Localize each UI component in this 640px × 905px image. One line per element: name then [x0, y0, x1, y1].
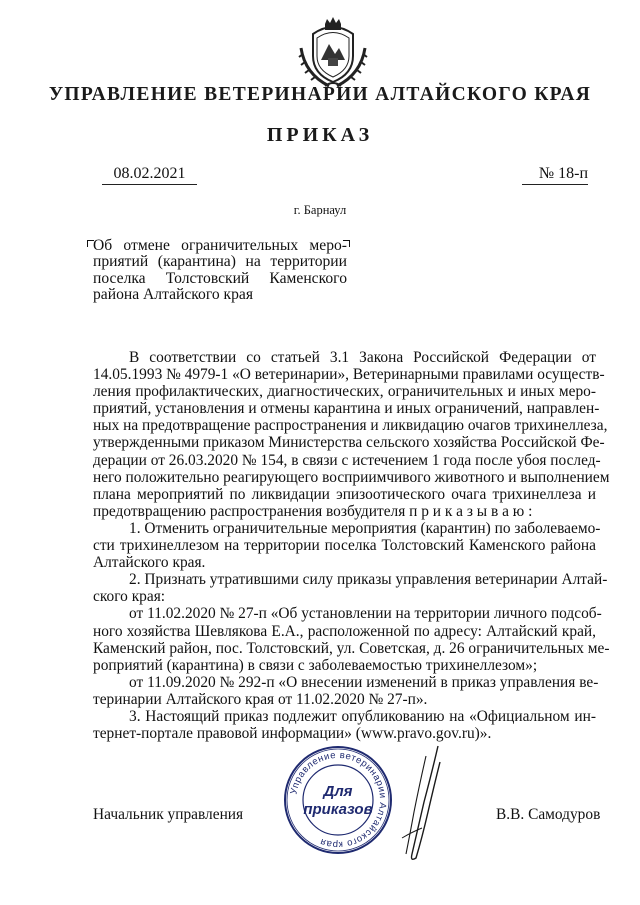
- official-stamp: [282, 744, 394, 856]
- subject-line: поселка Толстовский Каменского: [93, 269, 347, 287]
- text-line: ского края:: [93, 588, 166, 606]
- text-line: утвержденными приказом Министерства сельского хозяйства Российской Фе-: [93, 434, 605, 452]
- coat-of-arms-emblem: [295, 14, 371, 90]
- text-line: Каменский район, пос. Толстовский, ул. Советская, д. 26 ограничительных ме-: [93, 639, 610, 657]
- text-line: 3. Настоящий приказ подлежит опубликованию на «Официальном ин-: [129, 707, 596, 725]
- subject-line: Об отмене ограничительных меро-: [93, 237, 347, 254]
- subject-line: приятий (карантина) на территории: [93, 253, 347, 271]
- text-line: от 11.09.2020 № 292-п «О внесении изменений в приказ управления ве-: [129, 673, 599, 691]
- document-number: № 18-п: [522, 165, 588, 185]
- stamp-ring-text: Управление ветеринарии Алтайского края: [288, 749, 389, 851]
- document-subject: [93, 238, 347, 304]
- organization-name: УПРАВЛЕНИЕ ВЕТЕРИНАРИИ АЛТАЙСКОГО КРАЯ: [48, 84, 592, 105]
- item-2a-paragraph: [93, 605, 610, 674]
- document-body: [93, 349, 610, 743]
- text-line: ного хозяйства Шевлякова Е.А., расположенной по адресу: Алтайский край,: [93, 622, 596, 640]
- text-line: ных на предотвращение распространения и ликвидацию очагов трихинеллеза,: [93, 417, 608, 435]
- subject-line: района Алтайского края: [93, 286, 254, 304]
- item-2-paragraph: [93, 571, 608, 606]
- text-line: теринарии Алтайского края от 11.02.2020 № 27-п».: [93, 690, 428, 708]
- item-2b-paragraph: [93, 673, 599, 708]
- stamp-center-line-2: приказов: [303, 801, 373, 818]
- signatory-position: Начальник управления: [93, 806, 244, 823]
- text-line: сти трихинеллезом на территории поселка Толстовский Каменского района: [93, 537, 596, 555]
- handwritten-signature: [392, 742, 452, 872]
- text-line: тернет-портале правовой информации» (www.pravo.gov.ru)».: [93, 725, 492, 743]
- text-line: него положительно реагирующего восприимчивого животного и выполнением: [93, 468, 610, 486]
- text-line: ления профилактических, диагностических, ограничительных и иных меро-: [93, 383, 596, 401]
- text-line: дерации от 26.03.2020 № 154, в связи с истечением 1 года после убоя послед-: [93, 451, 601, 469]
- item-3-paragraph: [93, 708, 596, 742]
- text-line: 2. Признать утратившими силу приказы управления ветеринарии Алтай-: [129, 571, 608, 589]
- preamble-paragraph: [93, 349, 610, 520]
- text-line: плана мероприятий по ликвидации эпизоотического очага трихинеллеза и: [93, 485, 596, 503]
- text-line: предотвращению распространения возбудителя п р и к а з ы в а ю :: [93, 502, 533, 520]
- text-line: от 11.02.2020 № 27-п «Об установлении на территории личного подсоб-: [129, 605, 602, 623]
- document-type-title: ПРИКАЗ: [266, 124, 374, 146]
- signatory-name: В.В. Самодуров: [496, 806, 601, 823]
- text-line: В соответствии со статьей 3.1 Закона Российской Федерации от: [129, 349, 596, 366]
- text-line: роприятий (карантина) в связи с заболеваемостью трихинеллезом»;: [93, 656, 538, 674]
- stamp-center-line-1: Для: [323, 783, 353, 800]
- text-line: Алтайского края.: [93, 554, 206, 572]
- document-city: г. Барнаул: [293, 203, 347, 217]
- text-line: 14.05.1993 № 4979-1 «О ветеринарии», Ветеринарными правилами осуществ-: [93, 366, 605, 384]
- text-line: 1. Отменить ограничительные мероприятия (карантин) по заболеваемо-: [129, 519, 601, 537]
- document-date: 08.02.2021: [102, 165, 197, 185]
- item-1-paragraph: [93, 519, 601, 572]
- text-line: приятий, установления и отмены карантина и иных ограничений, направлен-: [93, 400, 600, 418]
